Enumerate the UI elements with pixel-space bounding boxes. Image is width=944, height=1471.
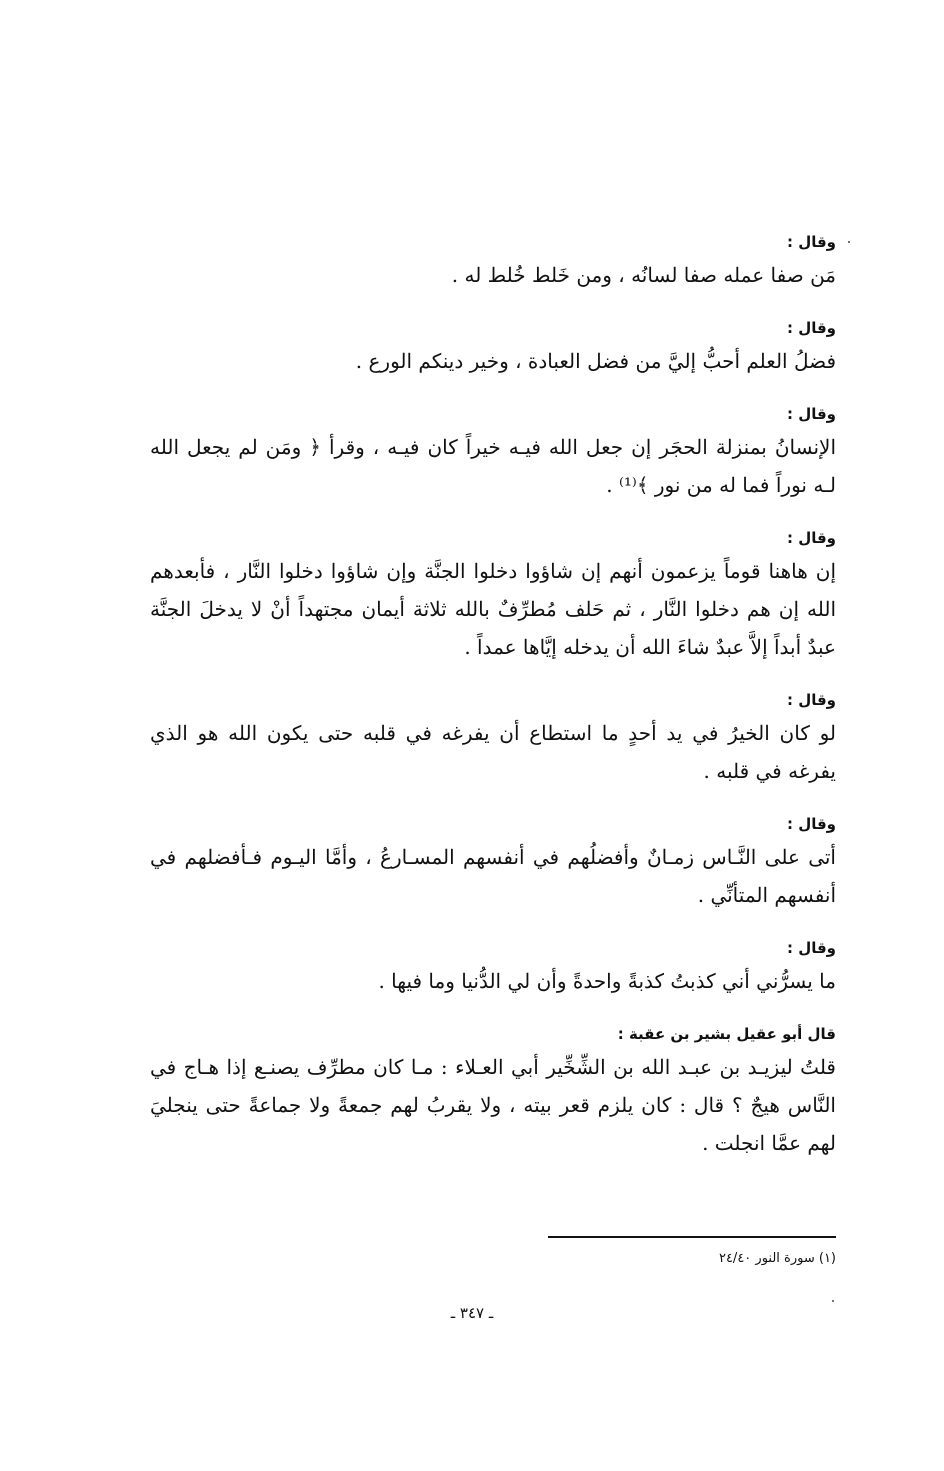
saying-section (150, 400, 836, 504)
main-text (150, 228, 836, 1162)
saying-section (150, 228, 836, 294)
footnote-divider (548, 1236, 836, 1238)
saying-section (150, 314, 836, 380)
saying-section (150, 1020, 836, 1162)
section-text: ما يسرُّني أني كذبتُ كذبةً واحدةً وأن لي الدُّنيا وما فيها . (378, 969, 836, 993)
section-label: وقال : (786, 405, 836, 423)
saying-section (150, 934, 836, 1000)
section-label: وقال : (786, 233, 836, 251)
section-label: وقال : (786, 529, 836, 547)
section-label: وقال : (786, 939, 836, 957)
saying-section (150, 810, 836, 914)
section-label: وقال : (786, 319, 836, 337)
scan-speck (832, 1300, 834, 1302)
section-text: أتى على النَّـاس زمـانٌ وأفضلُهم في أنفسهم المسـارعُ ، وأمَّا اليـوم فـأفضلهم في أنفسهم المتأنِّي . (150, 845, 836, 907)
page-number: ـ ٣٤٧ ـ (450, 1304, 494, 1322)
section-label: وقال : (786, 691, 836, 709)
section-text: مَن صفا عمله صفا لسانُه ، ومن خَلط خُلط له . (451, 263, 836, 287)
section-label: قال أبو عقيل بشير بن عقبة : (617, 1025, 836, 1043)
section-text: لو كان الخيرُ في يد أحدٍ ما استطاع أن يفرغه في قلبه حتى يكون الله هو الذي يفرغه في قلبه . (150, 721, 836, 783)
section-text: إن هاهنا قوماً يزعمون أنهم إن شاؤوا دخلوا الجنَّة وإن شاؤوا دخلوا النَّار ، فأبعدهم الله إن هم دخلوا النَّار ، ثم حَلف مُطرِّفٌ بالله ثلاثة أيمان مجتهداً أنْ لا يدخلَ الجنَّة عبدٌ أبداً إلاَّ عبدٌ شاءَ الله أن يدخله إيَّاها عمداً . (150, 559, 836, 659)
section-text: فضلُ العلم أحبُّ إليَّ من فضل العبادة ، وخير دينكم الورع . (355, 349, 836, 373)
section-text: الإنسانُ بمنزلة الحجَر إن جعل الله فيـه خيراً كان فيـه ، وقرأ ﴿ ومَن لم يجعل الله لـه نوراً فما له من نور ﴾⁽¹⁾ . (150, 435, 836, 497)
scan-speck (848, 241, 850, 243)
footnote: (١) سورة النور ٢٤/٤٠ (718, 1251, 836, 1266)
section-text: قلتُ ليزيـد بن عبـد الله بن الشِّخِّير أبي العـلاء : مـا كان مطرِّف يصنـع إذا هـاج في النَّاس هيجٌ ؟ قال : كان يلزم قعر بيته ، ولا يقربُ لهم جمعةً ولا جماعةً حتى ينجليَ لهم عمَّا انجلت . (150, 1055, 836, 1155)
saying-section (150, 686, 836, 790)
section-label: وقال : (786, 815, 836, 833)
saying-section (150, 524, 836, 666)
